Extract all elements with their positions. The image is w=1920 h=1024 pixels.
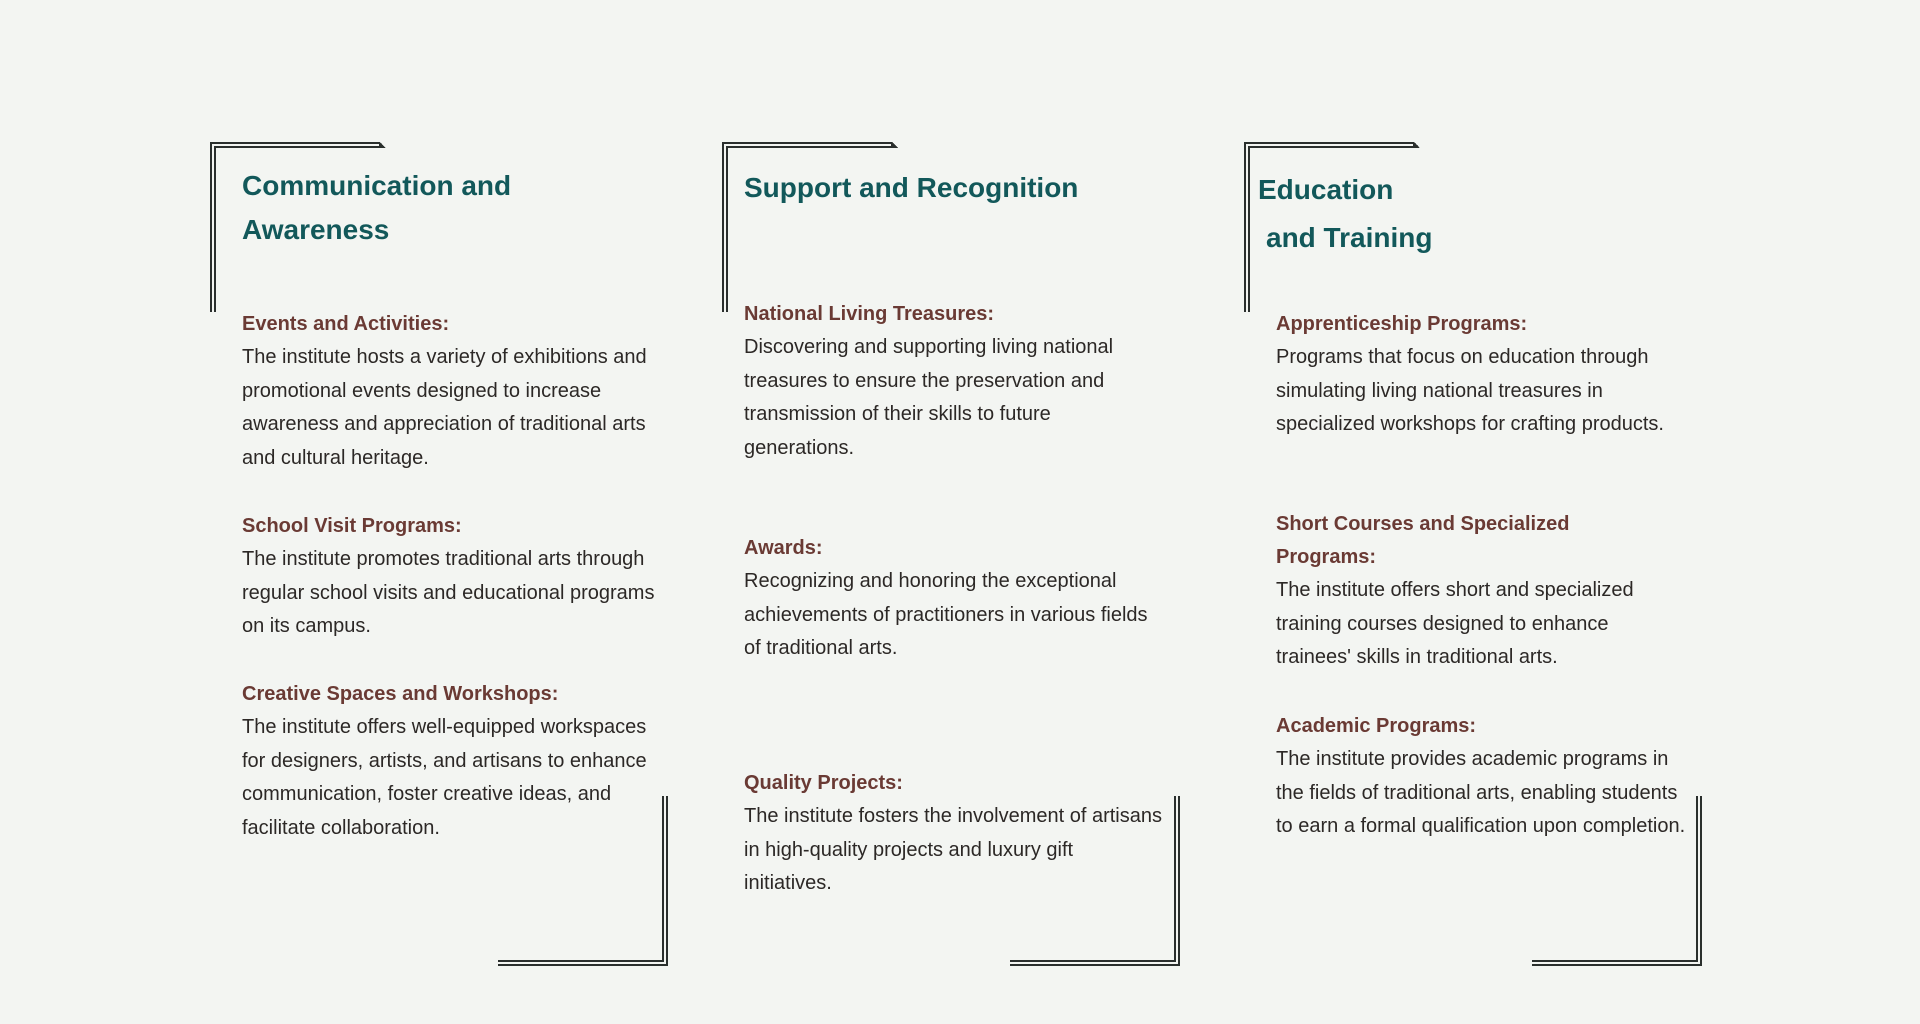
item-text: The institute hosts a variety of exhibitions and promotional events designed to increase awareness and appreciation of traditional arts and cultural heritage. [242, 346, 647, 469]
item-text: The institute promotes traditional arts through regular school visits and educational programs on its campus. [242, 548, 655, 638]
column-support-recognition [722, 140, 1192, 895]
item-title: Quality Projects: [744, 772, 903, 794]
heading-line-2: and Training [1266, 222, 1433, 253]
item-title: Academic Programs: [1276, 715, 1477, 737]
heading-line-1: Education [1258, 174, 1394, 205]
list-item [242, 308, 662, 475]
list-item [1276, 308, 1686, 442]
item-text: The institute offers well-equipped workspaces for designers, artists, and artisans to enhance communication, foster creative ideas, and facilitate collaboration. [242, 716, 647, 839]
item-text: The institute provides academic programs in the fields of traditional arts, enabling students to earn a formal qualification upon completion. [1276, 748, 1686, 838]
column-communication-awareness [210, 140, 680, 839]
item-title: School Visit Programs: [242, 515, 462, 537]
item-title: National Living Treasures: [744, 303, 995, 325]
column-education-training [1244, 140, 1714, 838]
item-text: The institute fosters the involvement of artisans in high-quality projects and luxury gift initiatives. [744, 805, 1162, 895]
list-item [744, 532, 1164, 666]
heading-line-2: Awareness [242, 214, 390, 245]
item-text: Programs that focus on education through simulating living national treasures in specialized workshops for crafting products. [1276, 346, 1664, 436]
list-item [242, 678, 662, 845]
item-title: Short Courses and Specialized Programs: [1276, 513, 1570, 568]
item-title: Apprenticeship Programs: [1276, 313, 1528, 335]
column-heading [1244, 140, 1714, 262]
item-title: Events and Activities: [242, 313, 450, 335]
heading-line-1: Support and Recognition [744, 172, 1079, 203]
column-heading [210, 140, 680, 252]
item-text: The institute offers short and specialized training courses designed to enhance trainees' skills in traditional arts. [1276, 579, 1634, 669]
item-text: Discovering and supporting living national treasures to ensure the preservation and transmission of their skills to future generations. [744, 336, 1114, 459]
list-item [744, 767, 1164, 901]
item-title: Creative Spaces and Workshops: [242, 683, 559, 705]
list-item [744, 298, 1164, 465]
heading-line-1: Communication and [242, 170, 512, 201]
list-item [1276, 508, 1686, 675]
list-item [242, 510, 662, 644]
list-item [1276, 710, 1686, 844]
column-heading [722, 140, 1192, 210]
item-text: Recognizing and honoring the exceptional achievements of practitioners in various fields of traditional arts. [744, 570, 1148, 660]
item-title: Awards: [744, 537, 823, 559]
